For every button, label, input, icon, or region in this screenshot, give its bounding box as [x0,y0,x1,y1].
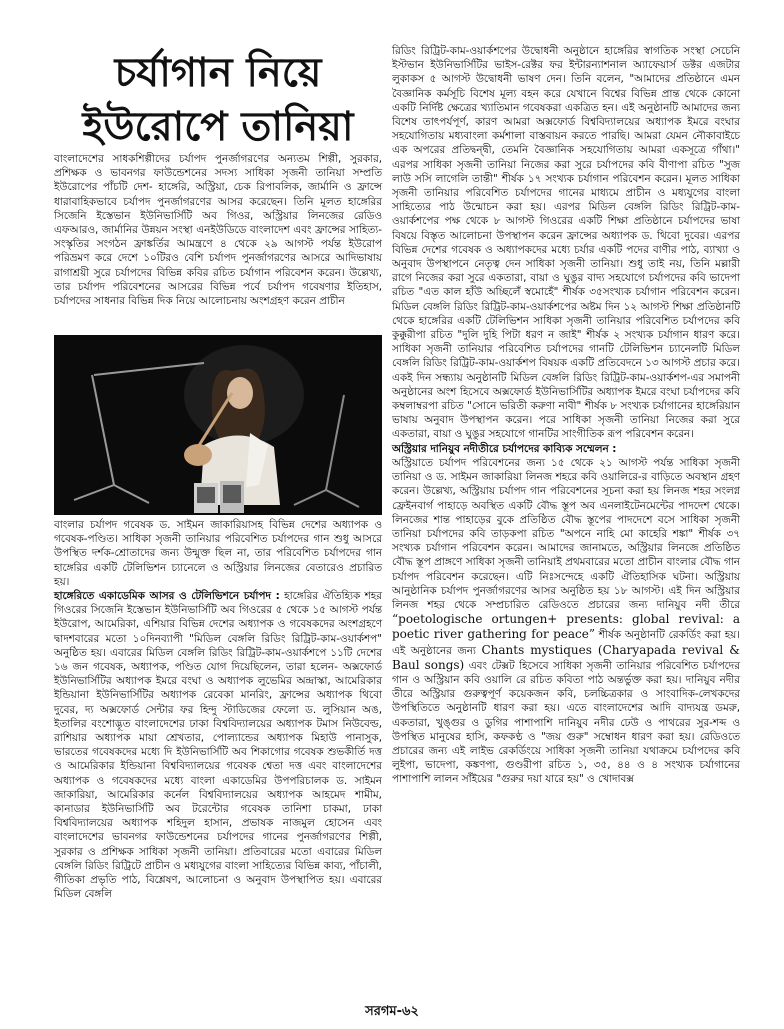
left-paragraph-1: বাংলাদেশের সাধকশিল্পীদের চর্যাপদ পুনর্জাগরণের অন্যতম শিল্পী, সুরকার, প্রশিক্ষক ও ভাবনগর ফাউন্ডেশনের সদস্য সাধিকা সৃজনী তানিয়া সম্প্রতি ইউরোপের পাঁচটি দেশ- হাঙ্গেরি, অস্ট্রিয়া, চেক রিপাবলিক, জার্মানি ও ফ্রান্সে ধারাবাহিকভাবে চর্যাপদ পুনর্জাগরণের আসর করেছেন। তিনি মূলত হাঙ্গেরির সিজেনি ইস্তেভান ইউনিভার্সিটি অব গিওর, অস্ট্রিয়ার লিনজের রেডিও এফআরও, জার্মানির উন্নয়ন সংস্থা এনইউডিডে বাংলাদেশ এবং ফ্রান্সের সাহিত্য-সংস্কৃতির সংগঠন ফ্রাঙ্কর্তির আমন্ত্রণে ৪ থেকে ২৯ আগস্ট পর্যন্ত ইউরোপ পরিভ্রমণ করে দেশে ১০টিরও বেশি চর্যাপদ পুনর্জাগরণের আসরে আদিভাষায় রাগাশ্রয়ী সুরে চর্যাপদের বিভিন্ন কবির রচিত চর্যাগান পরিবেশন করেন। উল্লেখ্য, তার চর্যাপদ পরিবেশনের আসরের বিভিন্ন পর্বে চর্যাপদ গবেষণার ইতিহাস, চর্যাপদের সাধনার বিভিন্ন দিক নিয়ে আলোচনায় অংশগ্রহণ করেন প্রাচীন [54,153,382,308]
english-program-title: Chants mystiques (Charyapada revival & Baul songs) [392,642,740,672]
right-column [392,44,740,787]
left-column-top [54,152,382,308]
section-heading-austria: অস্ট্রিয়ার দানিয়ুব নদীতীরে চর্যাপদের কাব্যিক সম্মেলন : [392,442,617,455]
performance-photo [54,335,382,515]
article-title [54,46,382,154]
title-line-2: ইউরোপে তানিয়া [82,103,354,150]
right-paragraph-1: রিডিং রিট্রিট-কাম-ওয়ার্কশপের উদ্বোধনী অনুষ্ঠানে হাঙ্গেরির স্বাগতিক সংস্থা সেচেনি ইস্টভান ইউনিভার্সিটির ভাইস-রেক্টর ফর ইন্টারন্যাশনাল অ্যাফেয়ার্স ডক্টর এজটার লুকাকস ৫ আগস্ট উদ্বোধনী ভাষণ দেন। তিনি বলেন, "আমাদের প্রতিষ্ঠানে এমন বৈজ্ঞানিক কর্মসূচি বিশেষ মূল্য বহন করে যেখানে বিশ্বের বিভিন্ন প্রান্ত থেকে কোনো একটি নির্দিষ্ট ক্ষেত্রের খ্যাতিমান গবেষকরা একত্রিত হন। এই অনুষ্ঠানটি আমাদের জন্য বিশেষ তাৎপর্যপূর্ণ, কারণ আমরা অক্সফোর্ড বিশ্ববিদ্যালয়ের অধ্যাপক ইমরে বংঘার সহযোগিতায় মধ্যবাংলা কর্মশালা বাস্তবায়ন করতে পারছি। আমরা যেমন নৌকাবাইচে এক অপরের প্রতিদ্বন্দ্বী, তেমনি বৈজ্ঞানিক সহযোগিতায় আমরা একসূত্রে গাঁথা।" এরপর সাধিকা সৃজনী তানিয়া নিজের করা সুরে চর্যাপদের কবি বীণাপা রচিত "সুজ লাউ সসি লাগেলি তান্তী" শীর্ষক ১৭ সংখ্যক চর্যাগান পরিবেশন করেন। মূলত সাধিকা সৃজনী তানিয়ার পরিবেশিত চর্যাপদের গানের মাধ্যমে প্রাচীন ও মধ্যযুগের বাংলা সাহিত্যের পাঠ উন্মোচন করা হয়। এরপর মিডিল বেঙ্গলি রিডিং রিট্রিট-কাম-ওয়ার্কশপের পক্ষ থেকে ৮ আগস্ট গিওরের একটি শিক্ষা প্রতিষ্ঠানে চর্যাপদের ভাষা বিষয়ে বিস্তৃত আলোচনা উপস্থাপন করেন ফ্রান্সের অধ্যাপক ড. থিবো দুবের। এরপর বিভিন্ন দেশের গবেষক ও অধ্যাপকদের মধ্যে চর্যার একটি পদের বাণীর পাঠ, ব্যাখ্যা ও অনুবাদ উপস্থাপনে নেতৃত্ব দেন সাধিকা সৃজনী তানিয়া। শুধু তাই নয়, তিনি মল্লারী রাগে নিজের করা সুরে একতারা, বায়া ও ঘুঙুর বাদ্য সহযোগে চর্যাপদের কবি ভাদেপা রচিত "এত কাল হাঁউ অচ্ছিলেঁ স্বমোহেঁ" শীর্ষক ৩৫সংখ্যক চর্যাগান পরিবেশন করেন। মিডিল বেঙ্গলি রিডিং রিট্রিট-কাম-ওয়ার্কশপের অষ্টম দিন ১২ আগস্ট শিক্ষা প্রতিষ্ঠানটি থেকে হাঙ্গেরির একটি টেলিভিশন সাধিকা সৃজনী তানিয়ার পরিবেশিত চর্যাপদের কবি কুক্কুরীপা রচিত "দুলি দুহি পিটা ধরণ ন জাই" শীর্ষক ২ সংখ্যক চর্যাগান ধারণ করে। সাধিকা সৃজনী তানিয়ার পরিবেশিত চর্যাপদের গানটি টেলিভিশন চ্যানেলটি মিডিল বেঙ্গলি রিডিং রিট্রিট-কাম-ওয়ার্কশপ বিষয়ক একটি প্রতিবেদনে ১৩ আগস্ট প্রচার করে। একই দিন সন্ধ্যায় অনুষ্ঠানটি মিডিল বেঙ্গলি রিডিং রিট্রিট-কাম-ওয়ার্কশপ-এর সমাপনী অনুষ্ঠানের অংশ হিসেবে অক্সফোর্ড ইউনিভার্সিটির অধ্যাপক ইমরে বংঘা চর্যাপদের কবি কম্বলাম্বরপা রচিত "সোনে ভরিতী করুণা নাবী" শীর্ষক ৮ সংখ্যক চর্যাগানের হাঙ্গেরিয়ান ভাষায় অনুবাদ উপস্থাপন করেন। পরে সাধিকা সৃজনী তানিয়া নিজের করা সুরে একতারা, বায়া ও ঘুঙুর সহযোগে গানটির সাংগীতিক রূপ পরিবেশন করেন। [392,45,740,441]
right-paragraph-2 [392,456,740,787]
left-column-bottom [54,518,382,901]
performer-illustration [54,335,382,515]
section-heading-hungary: হাঙ্গেরিতে একাডেমিক আসর ও টেলিভিশনে চর্যাপদ : [54,590,280,603]
right-paragraph-2-end: এবং টেক্সট হিসেবে সাধিকা সৃজনী তানিয়ার পরিবেশিত চর্যাপদের গান ও অস্ট্রিয়ান কবি ওয়ালি রে রচিত কবিতা পাঠ অন্তর্ভুক্ত করা হয়। দানিয়ুব নদীর তীরে অস্ট্রিয়ার গুরুত্বপূর্ণ কয়েকজন কবি, চলচ্চিত্রকার ও সাংবাদিক-লেখকদের উপস্থিতিতে অনুষ্ঠানটি ধারণ করা হয়। এতে বাংলাদেশের আদি বাদ্যযন্ত্র ডমরু, একতারা, খুঙ্গুর ও ডুগির পাশাপাশি দানিয়ুব নদীর ঢেউ ও পাথরের সুর-শব্দ ও উপস্থিত মানুষের হাসি, কফকণ্ঠ ও "জয় গুরু" সম্বোধন ধারণ করা হয়। রেডিওতে প্রচারের জন্য এই লাইভ রেকর্ডিংয়ে সাধিকা সৃজনী তানিয়া যথাক্রমে চর্যাপদের কবি লুইপা, ভাদেপা, কঙ্কণপা, গুণ্ডরীপা রচিত ১, ৩৫, ৪৪ ও ৪ সংখ্যক চর্যাগানের পাশাপাশি লালন সাঁইয়ের "গুরুর দয়া যারে হয়" ও খোদাবক্স [392,659,740,786]
right-paragraph-2-cont: শীর্ষক অনুষ্ঠানটি রেকর্ডিং করা হয়। এই অনুষ্ঠানের জন্য [392,629,740,657]
title-line-1: চর্যাগান নিয়ে [114,49,322,96]
english-event-title: “poetologische ortungen+ presents: global revival: a poetic river gathering for peace” [392,612,740,642]
left-paragraph-3 [54,589,382,901]
right-paragraph-2-text: অস্ট্রিয়াতে চর্যাপদ পরিবেশনের জন্য ১৫ থেকে ২১ আগস্ট পর্যন্ত সাধিকা সৃজনী তানিয়া ও ড. সাইমন জাকারিয়া লিনজ শহরে কবি ওয়ালিরে-র বাড়িতে অবস্থান গ্রহণ করেন। উল্লেখ্য, অস্ট্রিয়ায় চর্যাপদ গান পরিবেশনের সূচনা করা হয় লিনজ শহর সংলগ্ন ফ্রেইনবার্গ পাহাড়ে অবস্থিত একটি বৌদ্ধ স্তূপ অব এনলাইটেনমেন্টের পাদদেশ থেকে। লিনজের শান্ত পাহাড়ের বুকে প্রতিষ্ঠিত বৌদ্ধ স্তূপের পাদদেশে বসে সাধিকা সৃজনী তানিয়া চর্যাপদের কবি তাড়কপা রচিত "অপনে নাহি মো কাহেরি শঙ্কা" শীর্ষক ৩৭ সংখ্যক চর্যাগান পরিবেশন করেন। আমাদের জানামতে, অস্ট্রিয়ার লিনজে প্রতিষ্ঠিত বৌদ্ধ স্তূপ প্রাঙ্গণে সাধিকা সৃজনী তানিয়াই প্রথমবারের মতো প্রাচীন বাংলার বৌদ্ধ গান চর্যাপদ পরিবেশন করেছেন। এটি নিঃসন্দেহে একটি ঐতিহাসিক ঘটনা। অস্ট্রিয়ায় আনুষ্ঠানিক চর্যাপদ পুনর্জাগরণের আসর অনুষ্ঠিত হয় ১৮ আগস্ট। এই দিন অস্ট্রিয়ার লিনজ শহর থেকে সম্প্রচারিত রেডিওতে প্রচারের জন্য দানিয়ুব নদী তীরে [392,456,740,611]
left-paragraph-2: বাংলার চর্যাপদ গবেষক ড. সাইমন জাকারিয়াসহ বিভিন্ন দেশের অধ্যাপক ও গবেষক-পণ্ডিত। সাধিকা সৃজনী তানিয়ার পরিবেশিত চর্যাপদের গান শুধু আসরে উপস্থিত দর্শক-শ্রোতাদের জন্য উন্মুক্ত ছিল না, তার পরিবেশিত চর্যাপদের গান হাঙ্গেরির একটি টেলিভিশন চ্যানেলে ও অস্ট্রিয়ার লিনজের বেতারেও প্রচারিত হয়। [54,519,382,588]
page-number: সরগম-৬২ [365,1004,419,1019]
left-paragraph-3-text: হাঙ্গেরির ঐতিহ্যিক শহর গিওরের সিজেনি ইস্তেভান ইউনিভার্সিটি অব গিওরের ৫ থেকে ১৫ আগস্ট পর্যন্ত ইউরোপ, আমেরিকা, এশিয়ার বিভিন্ন দেশের অধ্যাপক ও গবেষকদের অংশগ্রহণে দ্বাদশবারের মতো ১০দিনব্যাপী "মিডিল বেঙ্গলি রিডিং রিট্রিট-কাম-ওয়ার্কশপ" অনুষ্ঠিত হয়। এবারের মিডিল বেঙ্গলি রিডিং রিট্রিট-কাম-ওয়ার্কশপে ১১টি দেশের ১৬ জন গবেষক, অধ্যাপক, পণ্ডিত যোগ দিয়েছিলেন, তারা হলেন- অক্সফোর্ড ইউনিভার্সিটির অধ্যাপক ইমরে বংঘা ও অধ্যাপক লুভেমির অন্দ্রাস্কা, আমেরিকার ইন্ডিয়ানা ইউনিভার্সিটির অধ্যাপক রেবেকা মানরিং, ফ্রান্সের অধ্যাপক থিবো দুবের, দ্য অক্সফোর্ড সেন্টার ফর হিন্দু স্টাডিজের ফেলো ড. লুসিয়ান অঙ, ইতালির বংশোদ্ভূত বাংলাদেশের ঢাকা বিশ্ববিদ্যালয়ের অধ্যাপক টমাস নিউবেল্ড, রাশিয়ার অধ্যাপক মায়া শ্রেখতার, পোল্যান্ডের অধ্যাপক মিহাউ পানাসুক, ভারতের গবেষকদের মধ্যে দি ইউনিভার্সিটি অব শিকাগোর গবেষক শুভকীর্তি দত্ত ও আমেরিকার ইন্ডিয়ানা বিশ্ববিদ্যালয়ের গবেষক শ্বেতা দত্ত এবং বাংলাদেশের অধ্যাপক ও গবেষকদের মধ্যে বাংলা একাডেমির উপপরিচালক ড. সাইমন জাকারিয়া, আমেরিকার কর্নেল বিশ্ববিদ্যালয়ের অধ্যাপক আহমেদ শামীম, কানাডার ইউনিভার্সিটি অব টরেন্টোর গবেষক তানিশা চাকমা, ঢাকা বিশ্ববিদ্যালয়ের অধ্যাপক শহিদুল হাসান, প্রভাষক নাজমুল হোসেন এবং বাংলাদেশের ভাবনগর ফাউন্ডেশনের চর্যাপদের গানের পুনর্জাগরণের শিল্পী, সুরকার ও প্রশিক্ষক সাধিকা সৃজনী তানিয়া। প্রতিবারের মতো এবারের মিডিল বেঙ্গলি রিডিং রিট্রিটে প্রাচীন ও মধ্যযুগের বাংলা সাহিত্যের বিভিন্ন কাব্য, পাঁচালী, গীতিকা প্রভৃতি পাঠ, বিশ্লেষণ, আলোচনা ও অনুবাদ উপস্থাপিত হয়। এবারের মিডিল বেঙ্গলি [54,590,382,901]
